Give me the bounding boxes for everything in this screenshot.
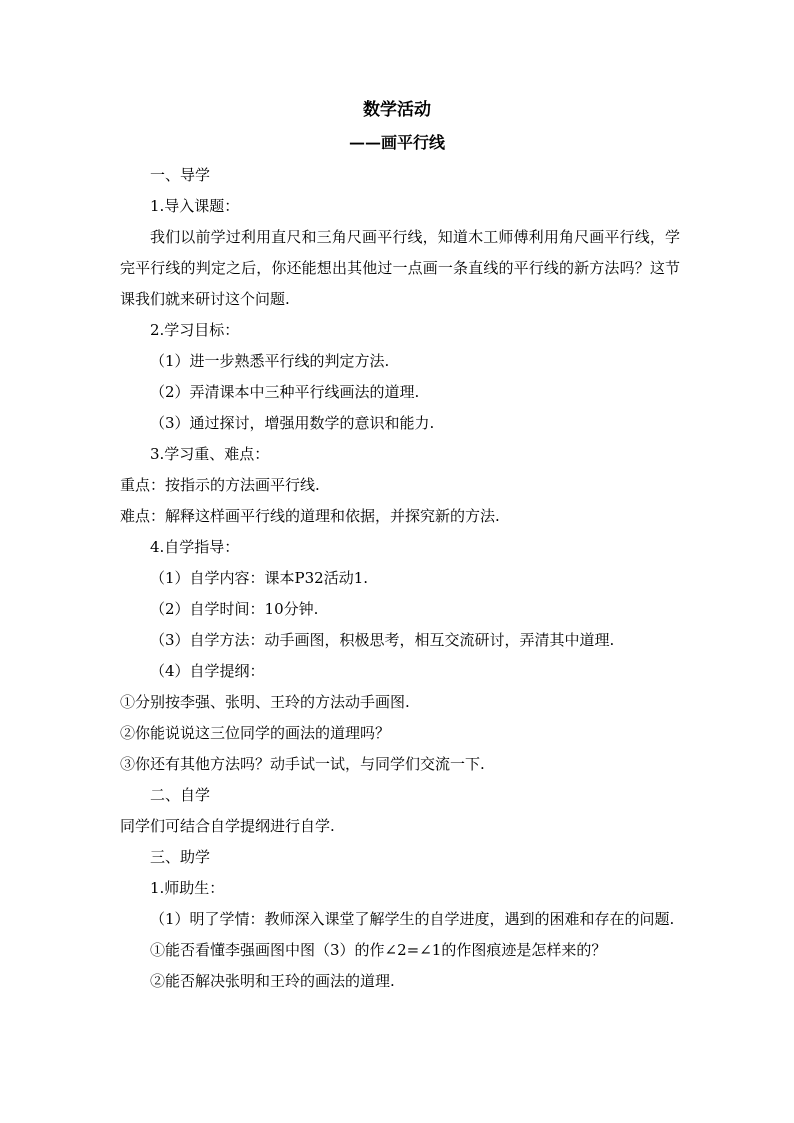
paragraph: （1）明了学情：教师深入课堂了解学生的自学进度，遇到的困难和存在的问题. bbox=[150, 910, 675, 928]
paragraph: 三、助学 bbox=[150, 848, 211, 866]
document-subtitle bbox=[0, 131, 794, 155]
document-subtitle-text: ——画平行线 bbox=[348, 133, 445, 152]
paragraph: 1.导入课题： bbox=[150, 197, 240, 215]
paragraph: 1.师助生： bbox=[150, 879, 225, 897]
paragraph: （3）自学方法：动手画图，积极思考，相互交流研讨，弄清其中道理. bbox=[150, 631, 615, 649]
paragraph: 二、自学 bbox=[150, 786, 211, 804]
paragraph: 同学们可结合自学提纲进行自学. bbox=[120, 817, 335, 835]
paragraph: ①分别按李强、张明、王玲的方法动手画图. bbox=[120, 693, 410, 711]
paragraph: 3.学习重、难点： bbox=[150, 445, 270, 463]
paragraph: （1）自学内容：课本P32活动1. bbox=[150, 569, 369, 587]
paragraph: ③你还有其他方法吗？动手试一试，与同学们交流一下. bbox=[120, 755, 485, 773]
paragraph: （2）弄清课本中三种平行线画法的道理. bbox=[150, 383, 420, 401]
document-body bbox=[120, 160, 680, 997]
paragraph: 难点：解释这样画平行线的道理和依据，并探究新的方法. bbox=[120, 507, 500, 525]
paragraph: 我们以前学过利用直尺和三角尺画平行线，知道木工师傅利用角尺画平行线，学完平行线的判定之后，你还能想出其他过一点画一条直线的平行线的新方法吗？这节课我们就来研讨这个问题. bbox=[120, 228, 680, 308]
paragraph: 重点：按指示的方法画平行线. bbox=[120, 476, 320, 494]
paragraph: （2）自学时间：10分钟. bbox=[150, 600, 319, 618]
paragraph: （1）进一步熟悉平行线的判定方法. bbox=[150, 352, 390, 370]
paragraph: ②你能说说这三位同学的画法的道理吗？ bbox=[120, 724, 391, 742]
paragraph: 4.自学指导： bbox=[150, 538, 240, 556]
paragraph: 一、导学 bbox=[150, 166, 211, 184]
paragraph: ②能否解决张明和王玲的画法的道理. bbox=[150, 972, 395, 990]
document-title: 数学活动 bbox=[363, 100, 431, 120]
paragraph: 2.学习目标： bbox=[150, 321, 240, 339]
paragraph: ①能否看懂李强画图中图（3）的作∠2=∠1的作图痕迹是怎样来的？ bbox=[150, 941, 607, 959]
paragraph: （3）通过探讨，增强用数学的意识和能力. bbox=[150, 414, 435, 432]
paragraph: （4）自学提纲： bbox=[150, 662, 265, 680]
